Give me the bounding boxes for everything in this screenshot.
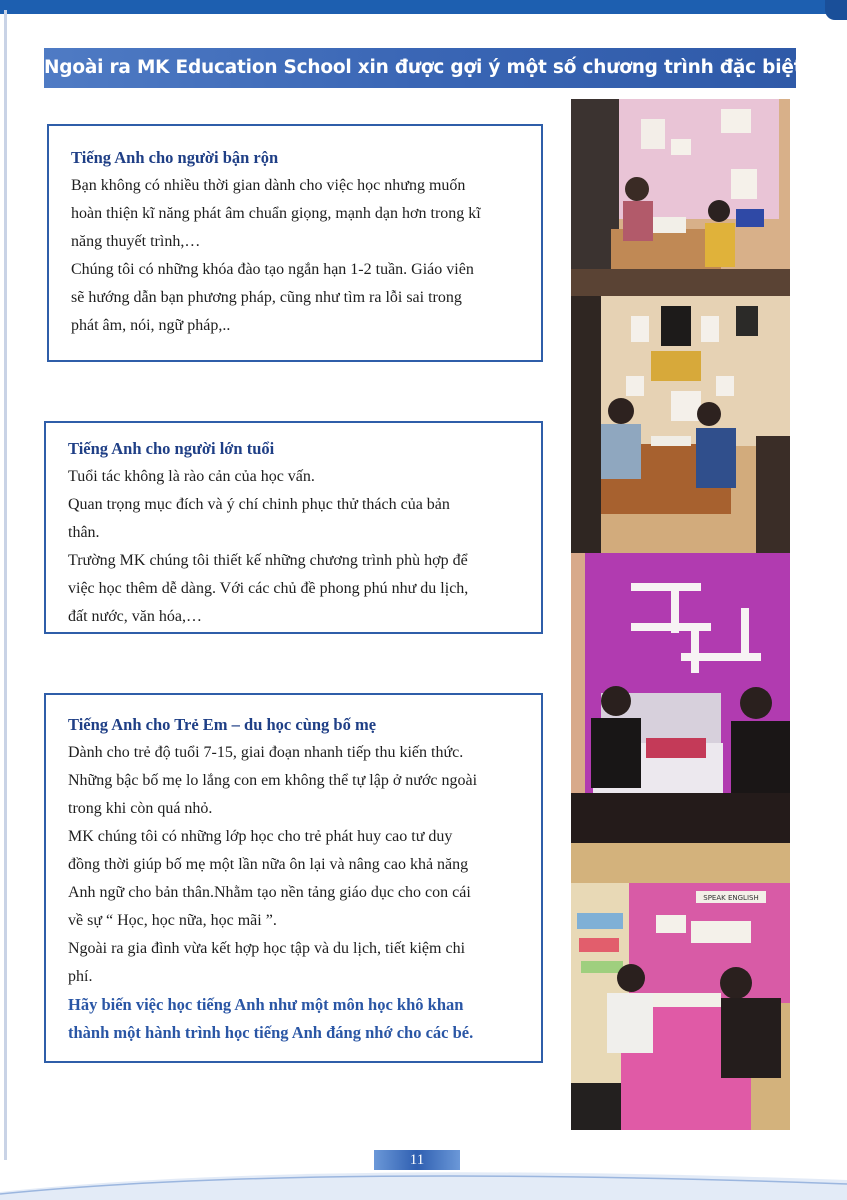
page-number-text: 11 — [409, 1152, 425, 1168]
section-line: Anh ngữ cho bản thân.Nhằm tạo nền tảng giáo dục cho con cái — [68, 884, 471, 901]
section-line: đồng thời giúp bố mẹ một lần nữa ôn lại và nâng cao khả năng — [68, 856, 469, 873]
section-line: việc học thêm dễ dàng. Với các chủ đề phong phú như du lịch, — [68, 580, 469, 597]
section-line: phí. — [68, 968, 93, 985]
section-line: Dành cho trẻ độ tuổi 7-15, giai đoạn nhanh tiếp thu kiến thức. — [68, 744, 464, 761]
section-line: Ngoài ra gia đình vừa kết hợp học tập và du lịch, tiết kiệm chi — [68, 940, 466, 957]
section-highlight: Hãy biến việc học tiếng Anh như một môn học khô khan — [68, 995, 464, 1014]
top-blue-bar — [0, 0, 847, 14]
page-number — [374, 1150, 460, 1170]
photo-classroom-poster-wall — [571, 296, 790, 553]
section-title: Tiếng Anh cho Trẻ Em – du học cùng bố mẹ — [68, 715, 377, 734]
section-line: phát âm, nói, ngữ pháp,.. — [71, 317, 231, 334]
section-line: năng thuyết trình,… — [71, 233, 201, 250]
section-line: thân. — [68, 524, 100, 541]
section-line: đất nước, văn hóa,… — [68, 608, 202, 625]
section-line: trong khi còn quá nhỏ. — [68, 800, 213, 817]
section-title: Tiếng Anh cho người bận rộn — [71, 148, 279, 167]
section-line: Quan trọng mục đích và ý chí chinh phục thử thách của bản — [68, 496, 450, 513]
page-header-banner — [44, 48, 803, 88]
top-corner-tab — [825, 0, 847, 20]
section-line: về sự “ Học, học nữa, học mãi ”. — [68, 912, 277, 929]
section-line: Chúng tôi có những khóa đào tạo ngắn hạn 1-2 tuần. Giáo viên — [71, 261, 474, 278]
photo-classroom-pink-wall — [571, 99, 790, 296]
section-line: Những bậc bố mẹ lo lắng con em không thể tự lập ở nước ngoài — [68, 772, 478, 789]
wall-sign-text: SPEAK ENGLISH — [703, 894, 759, 902]
section-children-study-abroad — [44, 693, 543, 1063]
section-highlight: thành một hành trình học tiếng Anh đáng nhớ cho các bé. — [68, 1023, 474, 1042]
section-busy-people — [47, 124, 543, 362]
section-line: sẽ hướng dẫn bạn phương pháp, cũng như tìm ra lỗi sai trong — [71, 289, 462, 306]
section-title: Tiếng Anh cho người lớn tuổi — [68, 439, 275, 458]
page-left-edge — [4, 10, 7, 1160]
section-line: Trường MK chúng tôi thiết kế những chương trình phù hợp để — [68, 552, 468, 569]
section-older-adults — [44, 421, 543, 634]
photo-classroom-pink-table — [571, 843, 790, 1130]
photo-classroom-purple-wall — [571, 553, 790, 843]
page-header-title: Ngoài ra MK Education School xin được gợi ý một số chương trình đặc biệt — [44, 57, 803, 78]
section-line: hoàn thiện kĩ năng phát âm chuẩn giọng, mạnh dạn hơn trong kĩ — [71, 205, 481, 222]
section-line: Tuổi tác không là rào cản của học vấn. — [68, 468, 315, 485]
section-line: Bạn không có nhiều thời gian dành cho việc học nhưng muốn — [71, 177, 466, 194]
section-line: MK chúng tôi có những lớp học cho trẻ phát huy cao tư duy — [68, 828, 453, 845]
